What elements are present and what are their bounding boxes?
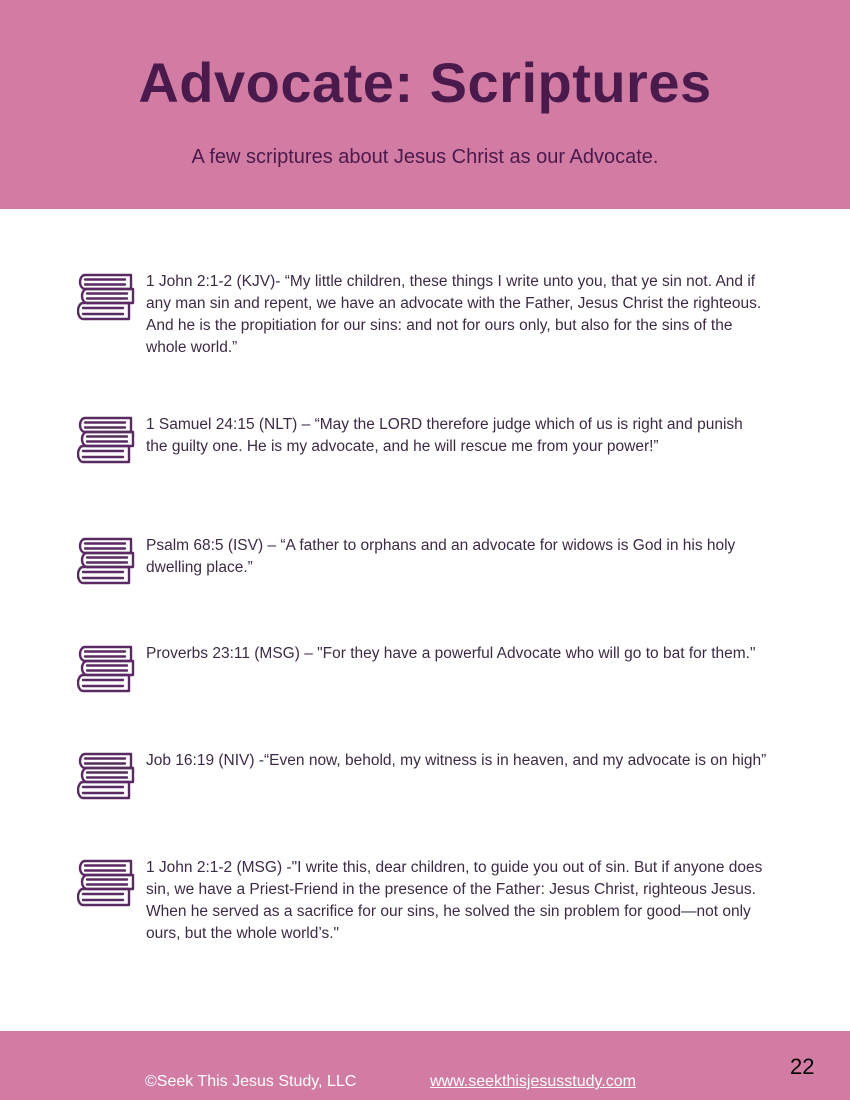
- book-stack-icon: [77, 535, 135, 587]
- book-stack-icon: [77, 643, 135, 695]
- page-subtitle: A few scriptures about Jesus Christ as our Advocate.: [191, 146, 659, 168]
- book-stack-icon: [77, 271, 135, 323]
- scripture-text: 1 John 2:1-2 (MSG) -"I write this, dear children, to guide you out of sin. But if anyone does sin, we have a Priest-Friend in the presence of the Father: Jesus Christ, righteous Jesus. When he served as a sacrifice for our sins, he solved the sin problem for good—not only ours, but the whole world’s.": [146, 859, 763, 942]
- scripture-text: 1 Samuel 24:15 (NLT) – “May the LORD therefore judge which of us is right and punish the guilty one. He is my advocate, and he will rescue me from your power!”: [146, 416, 743, 455]
- page-number: 22: [790, 1054, 815, 1079]
- book-stack-icon: [77, 414, 135, 466]
- website-link[interactable]: www.seekthisjesusstudy.com: [430, 1073, 636, 1090]
- header-band: [0, 0, 850, 209]
- copyright-text: ©Seek This Jesus Study, LLC: [145, 1073, 357, 1090]
- scripture-text: 1 John 2:1-2 (KJV)- “My little children, these things I write unto you, that ye sin not. And if any man sin and repent, we have an advocate with the Father, Jesus Christ the righteous. And he is the propitiation for our sins: and not for ours only, but also for the sins of the whole world.”: [146, 273, 762, 356]
- book-stack-icon: [77, 750, 135, 802]
- page-title: Advocate: Scriptures: [138, 51, 712, 114]
- scripture-text: Psalm 68:5 (ISV) – “A father to orphans and an advocate for widows is God in his holy dwelling place.”: [146, 537, 736, 576]
- scripture-text: Proverbs 23:11 (MSG) – "For they have a powerful Advocate who will go to bat for them.": [146, 645, 756, 662]
- book-stack-icon: [77, 857, 135, 909]
- scripture-text: Job 16:19 (NIV) -“Even now, behold, my witness is in heaven, and my advocate is on high”: [146, 752, 767, 769]
